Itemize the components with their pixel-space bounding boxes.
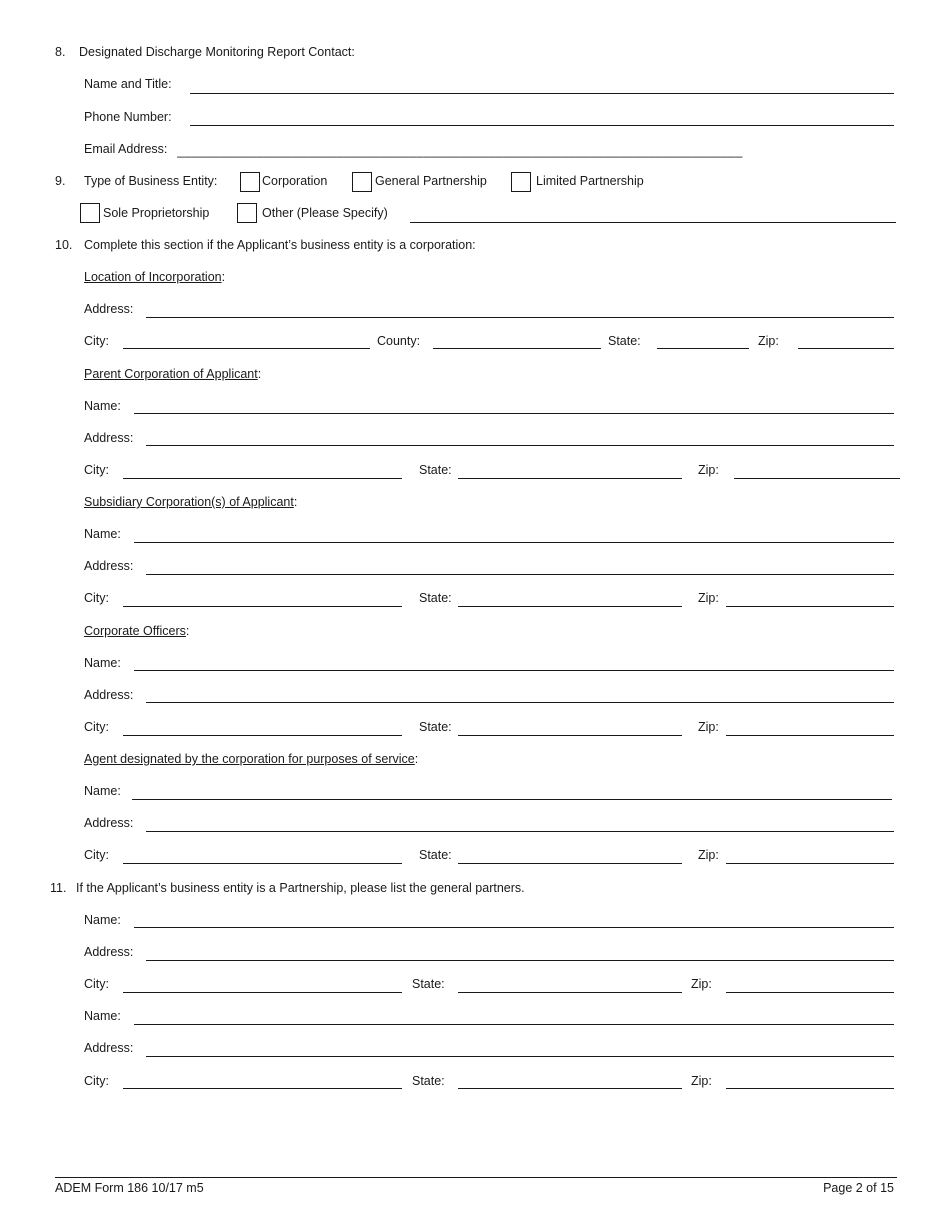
location-of-incorporation-heading: Location of Incorporation: [84,270,226,284]
location-state-label: State: [608,334,641,348]
partner-2-name-label: Name: [84,1009,121,1023]
location-zip-label: Zip: [758,334,779,348]
q9-number: 9. [55,174,66,188]
location-county-field[interactable] [433,348,601,349]
subsidiary-city-label: City: [84,591,109,605]
partner-2-city-label: City: [84,1074,109,1088]
partner-1-name-field[interactable] [134,927,894,928]
officers-state-field[interactable] [458,735,682,736]
partner-2-name-field[interactable] [134,1024,894,1025]
partner-2-state-field[interactable] [458,1088,682,1089]
location-address-label: Address: [84,302,134,316]
partner-2-zip-field[interactable] [726,1088,894,1089]
officers-name-label: Name: [84,656,121,670]
partner-1-zip-label: Zip: [691,977,712,991]
agent-city-label: City: [84,848,109,862]
agent-city-field[interactable] [123,863,402,864]
corporation-checkbox[interactable] [240,172,260,192]
subsidiary-name-field[interactable] [134,542,894,543]
subsidiary-zip-field[interactable] [726,606,894,607]
partner-1-city-field[interactable] [123,992,402,993]
q11-number: 11. [50,881,67,895]
location-city-field[interactable] [123,348,370,349]
officers-city-label: City: [84,720,109,734]
subsidiary-city-field[interactable] [123,606,402,607]
corporate-officers-heading: Corporate Officers: [84,624,190,638]
parent-address-label: Address: [84,431,134,445]
partner-1-state-field[interactable] [458,992,682,993]
other-specify-field[interactable] [410,222,896,223]
general-partnership-checkbox[interactable] [352,172,372,192]
partner-1-zip-field[interactable] [726,992,894,993]
subsidiary-zip-label: Zip: [698,591,719,605]
email-address-field[interactable]: ______________________________________________________________________________ [177,144,743,158]
parent-state-label: State: [419,463,452,477]
partner-2-zip-label: Zip: [691,1074,712,1088]
sole-proprietorship-label: Sole Proprietorship [103,206,210,220]
limited-partnership-label: Limited Partnership [536,174,644,188]
location-zip-field[interactable] [798,348,894,349]
partner-1-city-label: City: [84,977,109,991]
general-partnership-label: General Partnership [375,174,487,188]
phone-number-label: Phone Number: [84,110,172,124]
q10-title: Complete this section if the Applicant’s business entity is a corporation: [84,238,476,252]
agent-address-field[interactable] [146,831,894,832]
officers-zip-label: Zip: [698,720,719,734]
officers-address-field[interactable] [146,702,894,703]
officers-name-field[interactable] [134,670,894,671]
parent-corporation-heading: Parent Corporation of Applicant: [84,367,262,381]
form-id: ADEM Form 186 10/17 m5 [55,1181,204,1195]
parent-address-field[interactable] [146,445,894,446]
partner-2-state-label: State: [412,1074,445,1088]
agent-heading: Agent designated by the corporation for purposes of service: [84,752,419,766]
agent-name-field[interactable] [132,799,892,800]
agent-state-field[interactable] [458,863,682,864]
agent-state-label: State: [419,848,452,862]
q9-title: Type of Business Entity: [84,174,218,188]
partner-1-state-label: State: [412,977,445,991]
q11-title: If the Applicant’s business entity is a Partnership, please list the general partners. [76,881,525,895]
q8-number: 8. [55,45,66,59]
partner-1-address-field[interactable] [146,960,894,961]
parent-name-label: Name: [84,399,121,413]
location-county-label: County: [377,334,421,348]
parent-zip-label: Zip: [698,463,719,477]
location-address-field[interactable] [146,317,894,318]
subsidiary-address-field[interactable] [146,574,894,575]
parent-name-field[interactable] [134,413,894,414]
subsidiary-corporation-heading: Subsidiary Corporation(s) of Applicant: [84,495,298,509]
agent-address-label: Address: [84,816,134,830]
name-title-field[interactable] [190,93,894,94]
q8-title: Designated Discharge Monitoring Report Contact: [79,45,355,59]
officers-city-field[interactable] [123,735,402,736]
subsidiary-address-label: Address: [84,559,134,573]
subsidiary-state-field[interactable] [458,606,682,607]
email-address-label: Email Address: [84,142,168,156]
officers-address-label: Address: [84,688,134,702]
agent-name-label: Name: [84,784,121,798]
parent-city-field[interactable] [123,478,402,479]
sole-proprietorship-checkbox[interactable] [80,203,100,223]
other-checkbox[interactable] [237,203,257,223]
partner-2-address-label: Address: [84,1041,134,1055]
officers-state-label: State: [419,720,452,734]
corporation-label: Corporation [262,174,328,188]
other-label: Other (Please Specify) [262,206,388,220]
location-state-field[interactable] [657,348,749,349]
parent-city-label: City: [84,463,109,477]
page-number: Page 2 of 15 [823,1181,894,1195]
location-city-label: City: [84,334,109,348]
partner-1-address-label: Address: [84,945,134,959]
partner-2-address-field[interactable] [146,1056,894,1057]
footer-rule [55,1177,897,1178]
name-title-label: Name and Title: [84,77,172,91]
partner-2-city-field[interactable] [123,1088,402,1089]
parent-zip-field[interactable] [734,478,900,479]
officers-zip-field[interactable] [726,735,894,736]
agent-zip-label: Zip: [698,848,719,862]
partner-1-name-label: Name: [84,913,121,927]
subsidiary-state-label: State: [419,591,452,605]
q10-number: 10. [55,238,73,252]
parent-state-field[interactable] [458,478,682,479]
agent-zip-field[interactable] [726,863,894,864]
phone-number-field[interactable] [190,125,894,126]
subsidiary-name-label: Name: [84,527,121,541]
limited-partnership-checkbox[interactable] [511,172,531,192]
